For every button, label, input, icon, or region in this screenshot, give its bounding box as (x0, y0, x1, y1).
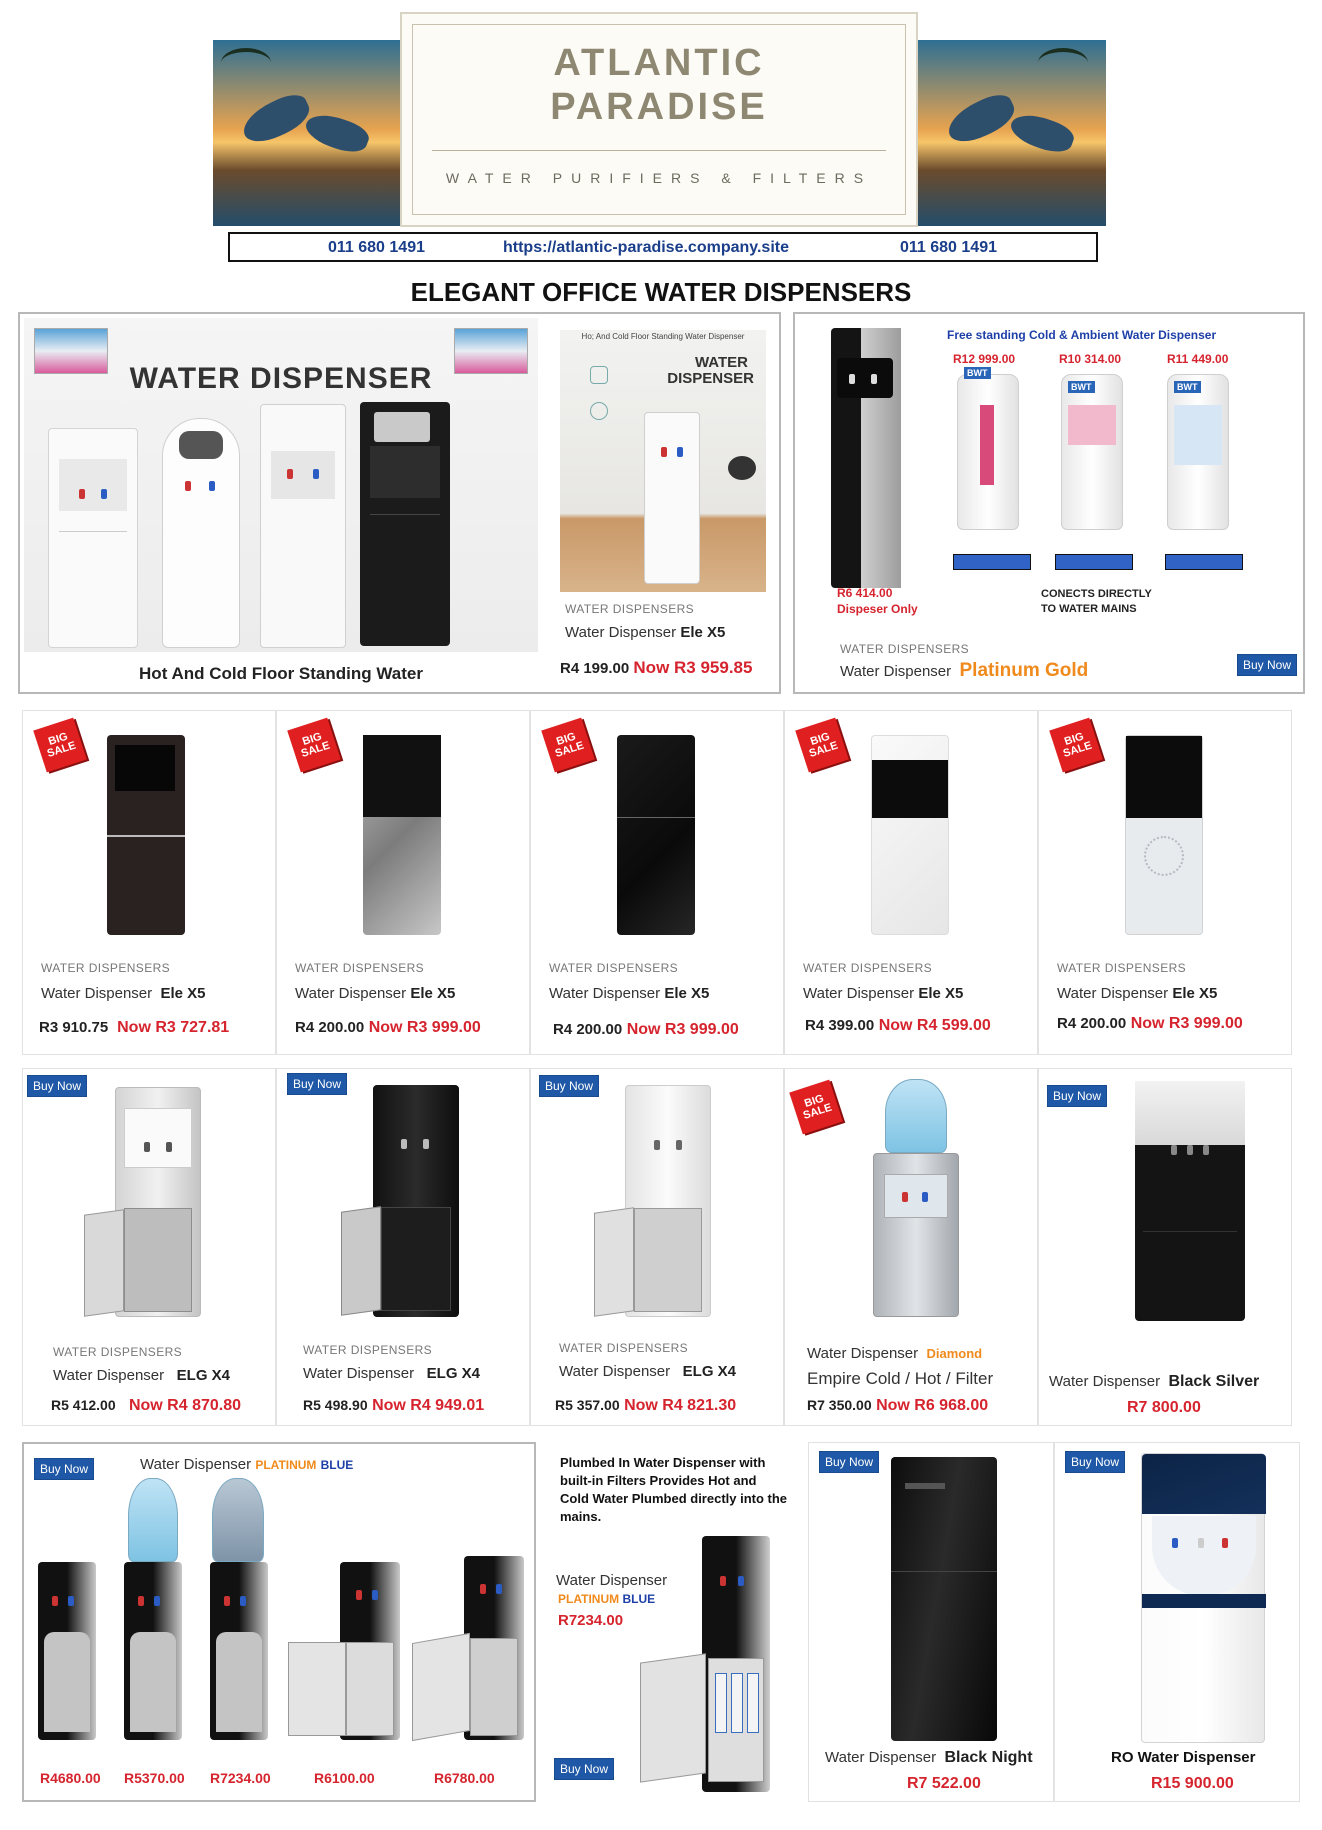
phone-right[interactable]: 011 680 1491 (900, 239, 997, 256)
product-price (805, 1017, 991, 1035)
filter-label-strip-2 (1055, 554, 1133, 570)
brand-name-line-2: PARADISE (550, 86, 768, 128)
new-price: Now R3 999.00 (368, 1019, 481, 1036)
product-category: WATER DISPENSERS (559, 1341, 689, 1355)
feature-icon (590, 366, 608, 384)
product-card-row1-4[interactable] (784, 710, 1038, 1055)
buy-now-button[interactable]: Buy Now (1237, 654, 1297, 676)
product-card-row2-1[interactable] (22, 1068, 276, 1426)
new-price: Now R4 599.00 (878, 1017, 991, 1034)
old-price: R5 357.00 (555, 1397, 620, 1413)
model-text: Black Silver (1168, 1373, 1260, 1390)
dispenser-image (1135, 1081, 1245, 1321)
variant-price-1: R4680.00 (40, 1770, 101, 1786)
filter-price-1: R12 999.00 (953, 352, 1016, 366)
banner-image (24, 318, 538, 652)
product-price (807, 1397, 988, 1415)
brand-tagline: WATER PURIFIERS & FILTERS (445, 170, 873, 186)
buy-now-button[interactable]: Buy Now (287, 1073, 347, 1095)
old-price: R4 399.00 (805, 1017, 875, 1034)
page-title: ELEGANT OFFICE WATER DISPENSERS (410, 277, 912, 307)
header-left-image (213, 40, 401, 226)
filter-brand-label: BWT (1174, 381, 1201, 393)
filter-cartridge-1 (957, 368, 1019, 530)
product-name: Water Dispenser (840, 663, 952, 680)
dispenser-variant-5 (464, 1556, 524, 1740)
product-name: Water Dispenser (565, 624, 677, 641)
dispenser-white-3 (260, 404, 346, 648)
product-card-row1-5[interactable] (1038, 710, 1292, 1055)
name-text: Water Dispenser (549, 985, 661, 1002)
buy-now-button[interactable]: Buy Now (819, 1451, 879, 1473)
old-price: R7 350.00 (807, 1397, 872, 1413)
dispenser-variant-2 (124, 1562, 182, 1740)
model-text: Ele X5 (410, 985, 456, 1002)
dispenser-image (871, 735, 949, 935)
mains-note-1: CONECTS DIRECTLY (1041, 588, 1152, 600)
side-image-title-1: WATER (694, 354, 748, 371)
product-category: WATER DISPENSERS (303, 1343, 433, 1357)
product-card-row2-4[interactable] (784, 1068, 1038, 1426)
product-category: WATER DISPENSERS (53, 1345, 183, 1359)
new-price: Now R6 968.00 (876, 1397, 989, 1414)
dispenser-variant-1 (38, 1562, 96, 1740)
product-model: Platinum Gold (959, 660, 1089, 681)
product-category: WATER DISPENSERS (1057, 961, 1187, 975)
platinum-gold-heading: Free standing Cold & Ambient Water Dispenser (947, 328, 1217, 342)
product-desc: Empire Cold / Hot / Filter (807, 1369, 994, 1388)
filter-cartridge-2 (1061, 374, 1123, 530)
dispenser-image (891, 1457, 997, 1741)
filter-icon (731, 1673, 743, 1733)
new-price: Now R3 959.85 (633, 658, 753, 677)
name-text: Water Dispenser (1049, 1373, 1161, 1390)
name-text: Water Dispenser (303, 1365, 415, 1382)
dispenser-black (360, 402, 450, 646)
new-price: Now R4 870.80 (128, 1397, 242, 1414)
side-product-name[interactable] (565, 624, 725, 641)
product-card-row1-1[interactable] (22, 710, 276, 1055)
product-card-row1-2[interactable] (276, 710, 530, 1055)
buy-now-button[interactable]: Buy Now (539, 1075, 599, 1097)
product-name: RO Water Dispenser (1111, 1749, 1256, 1766)
model-text: Ele X5 (664, 985, 710, 1002)
product-card-row2-2[interactable] (276, 1068, 530, 1426)
new-price: Now R3 727.81 (117, 1019, 230, 1036)
bottle-image (212, 1478, 264, 1562)
product-card-row1-3[interactable] (530, 710, 784, 1055)
name-text: Water Dispenser (825, 1749, 937, 1766)
new-price: Now R3 999.00 (626, 1021, 739, 1038)
variant-price-2: R5370.00 (124, 1770, 185, 1786)
new-price: Now R4 821.30 (624, 1397, 737, 1414)
product-name (140, 1456, 353, 1473)
old-price: R3 910.75 (39, 1019, 109, 1036)
bottle-image (128, 1478, 178, 1562)
name-text: Water Dispenser (140, 1456, 252, 1473)
platinum-gold-name[interactable] (840, 660, 1088, 682)
sale-badge: BIG SALE (795, 718, 849, 773)
product-price: R15 900.00 (1151, 1775, 1234, 1792)
filter-label-strip-1 (953, 554, 1031, 570)
compressor-icon (728, 456, 756, 480)
dolphin-icon (237, 89, 315, 149)
plumbed-price: R7234.00 (558, 1612, 624, 1629)
platinum-blue-card[interactable] (22, 1442, 536, 1802)
product-card-row2-3[interactable] (530, 1068, 784, 1426)
dispenser-white-1 (48, 428, 138, 648)
old-price: R4 200.00 (1057, 1015, 1127, 1032)
buy-now-button[interactable]: Buy Now (1047, 1085, 1107, 1107)
product-name (303, 1365, 480, 1382)
name-text: Water Dispenser (559, 1363, 671, 1380)
product-price (295, 1019, 481, 1037)
phone-left[interactable]: 011 680 1491 (328, 239, 425, 256)
old-price: R4 200.00 (295, 1019, 365, 1036)
banner-title: WATER DISPENSER (129, 362, 433, 395)
dispenser-image (873, 1153, 959, 1317)
new-price: Now R3 999.00 (1130, 1015, 1243, 1032)
dispenser-variant-4 (340, 1562, 400, 1740)
old-price: R5 498.90 (303, 1397, 368, 1413)
filter-price-3: R11 449.00 (1167, 352, 1229, 366)
name-text: Water Dispenser (1057, 985, 1169, 1002)
product-category: WATER DISPENSERS (41, 961, 171, 975)
model-text (558, 1592, 655, 1606)
dolphin-icon (1007, 108, 1077, 158)
palm-icon (221, 48, 271, 78)
product-category: WATER DISPENSERS (549, 961, 679, 975)
product-model: Ele X5 (680, 624, 726, 641)
model-text: Diamond (926, 1346, 983, 1361)
model-text: ELG X4 (176, 1367, 231, 1384)
dolphin-icon (942, 89, 1020, 149)
product-name: Water Dispenser (556, 1572, 668, 1589)
model-text: ELG X4 (682, 1363, 737, 1380)
dispenser-image (625, 1085, 711, 1317)
product-price (51, 1397, 241, 1415)
product-category: WATER DISPENSERS (803, 961, 933, 975)
brand-logo (400, 12, 918, 227)
product-name (803, 985, 963, 1002)
model-word-2: BLUE (622, 1592, 656, 1606)
dispenser-image (1125, 735, 1203, 935)
plumbed-description: Plumbed In Water Dispenser with built-in Filters Provides Hot and Cold Water Plumbed directly into the mains. (560, 1455, 788, 1524)
model-text: Ele X5 (160, 985, 206, 1002)
side-category: WATER DISPENSERS (565, 602, 695, 616)
sale-badge: BIG SALE (287, 718, 341, 773)
website-link[interactable]: https://atlantic-paradise.company.site (503, 239, 789, 256)
dolphin-icon (302, 108, 372, 158)
platinum-gold-category: WATER DISPENSERS (840, 642, 970, 656)
sale-badge: BIG SALE (541, 718, 595, 773)
model-text: ELG X4 (426, 1365, 481, 1382)
side-image-title-2: DISPENSER (667, 370, 754, 387)
product-name (1057, 985, 1217, 1002)
name-text: Water Dispenser (41, 985, 153, 1002)
name-text: Water Dispenser (803, 985, 915, 1002)
filter-label-strip-3 (1165, 554, 1243, 570)
dispenser-white-2 (162, 418, 240, 648)
side-price (560, 658, 752, 678)
sale-badge: BIG SALE (1049, 718, 1103, 773)
model-word-2: BLUE (320, 1458, 354, 1472)
buy-now-button[interactable]: Buy Now (34, 1458, 94, 1480)
dispenser-side (644, 412, 700, 584)
model-word-1: PLATINUM (255, 1458, 317, 1472)
filter-brand-label: BWT (1068, 381, 1095, 393)
side-image-heading: Ho; And Cold Floor Standing Water Dispenser (581, 332, 745, 341)
dispenser-image (107, 735, 185, 935)
dispenser-image (373, 1085, 459, 1317)
product-name (41, 985, 206, 1002)
name-text: Water Dispenser (53, 1367, 165, 1384)
name-text: Water Dispenser (807, 1345, 919, 1362)
dispenser-variant-3 (210, 1562, 268, 1740)
product-price (555, 1397, 736, 1415)
buy-now-button[interactable]: Buy Now (554, 1758, 614, 1780)
filter-brand-label: BWT (964, 367, 991, 379)
dispenser-note: Dispeser Only (837, 602, 918, 616)
feature-icon (590, 402, 608, 420)
dispenser-image (115, 1087, 201, 1317)
mains-note-2: TO WATER MAINS (1041, 603, 1137, 615)
contact-bar (228, 232, 1098, 262)
product-name (807, 1345, 982, 1362)
brand-name-line-1: ATLANTIC (553, 42, 765, 84)
product-card-row2-5[interactable] (1038, 1068, 1292, 1426)
filter-cartridge-3 (1167, 374, 1229, 530)
palm-icon (1038, 48, 1088, 78)
header-right-image (918, 40, 1106, 226)
model-text: Ele X5 (1172, 985, 1218, 1002)
buy-now-button[interactable]: Buy Now (27, 1075, 87, 1097)
product-name (825, 1749, 1033, 1767)
old-price: R4 199.00 (560, 660, 630, 677)
dispenser-image (617, 735, 695, 935)
display-icon (905, 1483, 945, 1489)
product-name (559, 1363, 736, 1380)
model-text: Ele X5 (918, 985, 964, 1002)
sale-badge: BIG SALE (33, 718, 87, 773)
dispenser-image (1141, 1453, 1265, 1743)
product-name (53, 1367, 230, 1384)
product-price (303, 1397, 484, 1415)
dispenser-platinum-gold (831, 328, 901, 588)
product-price (1057, 1015, 1243, 1033)
featured-card[interactable] (18, 312, 781, 694)
product-name (295, 985, 455, 1002)
bottle-image (885, 1079, 947, 1153)
sale-badge: BIG SALE (789, 1080, 843, 1135)
model-word-1: PLATINUM (558, 1592, 620, 1606)
product-name (549, 985, 709, 1002)
product-price (39, 1019, 229, 1037)
plumbed-card[interactable] (544, 1442, 806, 1802)
ro-card[interactable] (1054, 1442, 1300, 1802)
old-price: R4 200.00 (553, 1021, 623, 1038)
buy-now-button[interactable]: Buy Now (1065, 1451, 1125, 1473)
product-price: R7 522.00 (907, 1775, 981, 1792)
old-price: R5 412.00 (51, 1397, 116, 1413)
filter-icon (715, 1673, 727, 1733)
name-text: Water Dispenser (295, 985, 407, 1002)
variant-price-3: R7234.00 (210, 1770, 271, 1786)
product-category: WATER DISPENSERS (295, 961, 425, 975)
dispenser-image (702, 1536, 770, 1792)
flower-pattern-icon (1144, 836, 1184, 876)
variant-price-4: R6100.00 (314, 1770, 375, 1786)
banner-caption: Hot And Cold Floor Standing Water (139, 664, 423, 683)
platinum-gold-card[interactable] (793, 312, 1305, 694)
dispenser-price: R6 414.00 (837, 586, 893, 600)
dispenser-image (363, 735, 441, 935)
product-name (1049, 1373, 1259, 1391)
variant-price-5: R6780.00 (434, 1770, 495, 1786)
filter-icon (747, 1673, 759, 1733)
product-price (553, 1021, 739, 1039)
side-product-image (560, 330, 766, 592)
product-price: R7 800.00 (1127, 1399, 1201, 1416)
new-price: Now R4 949.01 (372, 1397, 485, 1414)
filter-price-2: R10 314.00 (1059, 352, 1122, 366)
model-text: Black Night (944, 1749, 1033, 1766)
black-night-card[interactable] (808, 1442, 1054, 1802)
